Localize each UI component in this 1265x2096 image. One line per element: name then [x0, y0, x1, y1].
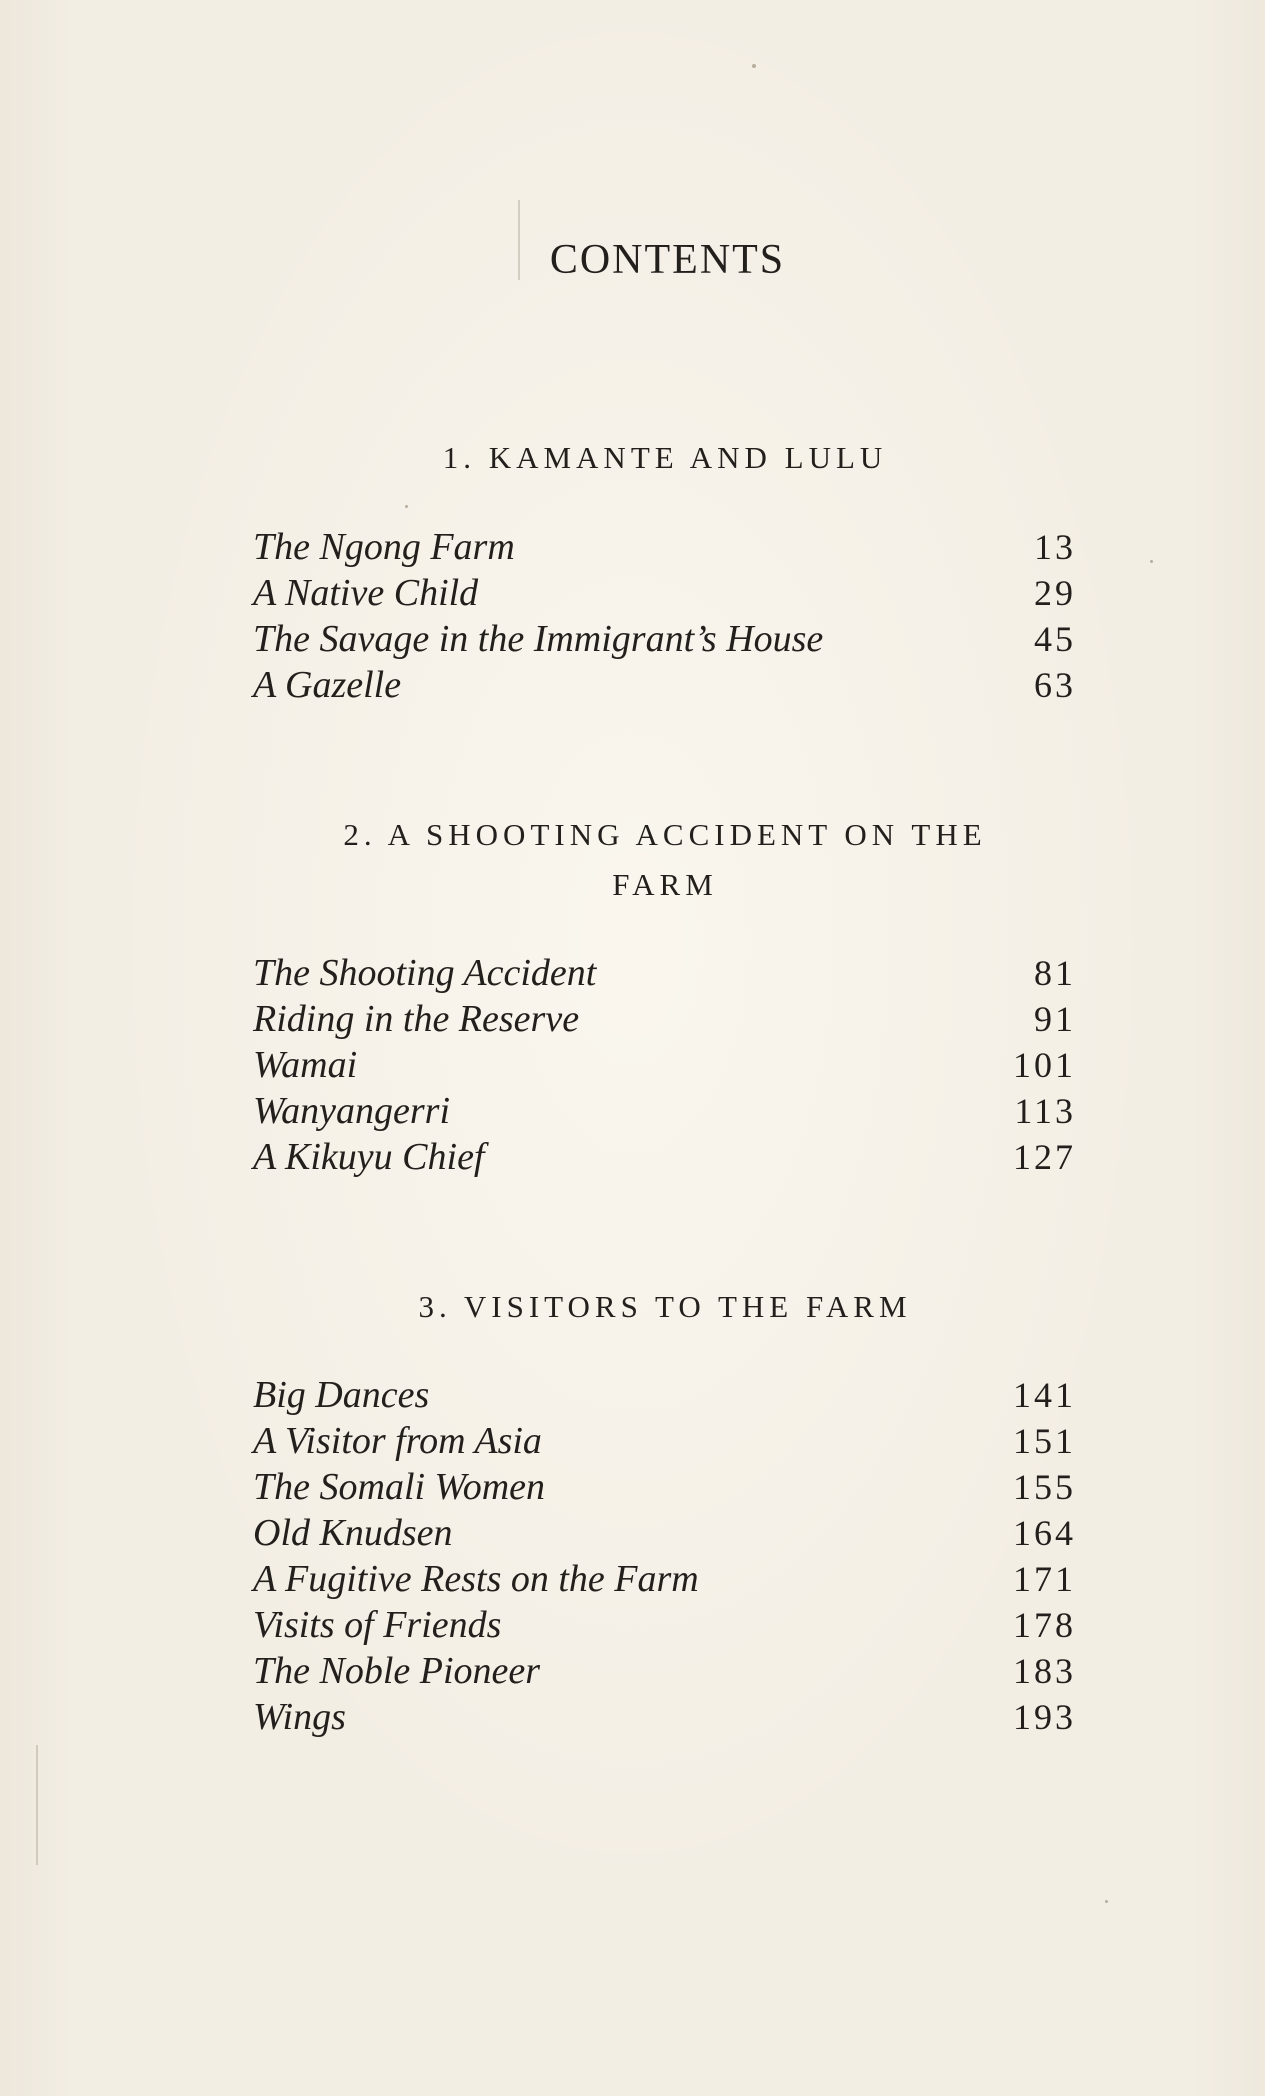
toc-entry[interactable]: [253, 1464, 1076, 1510]
entry-title: Wanyangerri: [253, 1090, 451, 1132]
part-heading: 1. KAMANTE AND LULU: [442, 440, 888, 475]
part-heading: 3. VISITORS TO THE FARM: [418, 1289, 912, 1324]
entry-title: Old Knudsen: [253, 1512, 453, 1554]
toc-entry[interactable]: [253, 1088, 1076, 1134]
toc-entry[interactable]: [253, 1042, 1076, 1088]
paper-crease: [36, 1745, 38, 1865]
toc-entry[interactable]: [253, 1134, 1076, 1180]
paper-speck: [405, 505, 408, 508]
entry-page-number: 101: [1013, 1045, 1076, 1085]
entry-title: A Visitor from Asia: [253, 1420, 542, 1462]
entry-title: Big Dances: [253, 1374, 430, 1416]
entry-title: A Fugitive Rests on the Farm: [253, 1558, 699, 1600]
paper-speck: [752, 64, 756, 68]
entry-title: Wings: [253, 1696, 346, 1738]
entry-title: The Savage in the Immigrant’s House: [253, 618, 824, 660]
toc-entry[interactable]: [253, 1510, 1076, 1556]
entry-page-number: 183: [1013, 1651, 1076, 1691]
entry-title: The Ngong Farm: [253, 526, 515, 568]
toc-entry[interactable]: [253, 616, 1076, 662]
toc-list: [253, 950, 1076, 1180]
entry-page-number: 171: [1013, 1559, 1076, 1599]
entry-page-number: 91: [1034, 999, 1076, 1039]
toc-entry[interactable]: [253, 524, 1076, 570]
entry-title: The Shooting Accident: [253, 952, 597, 994]
entry-page-number: 164: [1013, 1513, 1076, 1553]
toc-entry[interactable]: [253, 996, 1076, 1042]
entry-title: The Somali Women: [253, 1466, 546, 1508]
entry-page-number: 178: [1013, 1605, 1076, 1645]
entry-page-number: 81: [1034, 953, 1076, 993]
entry-page-number: 45: [1034, 619, 1076, 659]
entry-page-number: 141: [1013, 1375, 1076, 1415]
entry-page-number: 193: [1013, 1697, 1076, 1737]
entry-title: A Native Child: [253, 572, 479, 614]
toc-entry[interactable]: [253, 1602, 1076, 1648]
toc-entry[interactable]: [253, 1418, 1076, 1464]
part-heading-line: 2. A SHOOTING ACCIDENT ON THE: [343, 817, 987, 852]
toc-entry[interactable]: [253, 662, 1076, 708]
entry-title: A Gazelle: [253, 664, 402, 706]
page-title: CONTENTS: [549, 237, 786, 283]
toc-entry[interactable]: [253, 1648, 1076, 1694]
entry-title: A Kikuyu Chief: [253, 1136, 485, 1178]
entry-page-number: 155: [1013, 1467, 1076, 1507]
toc-entry[interactable]: [253, 1372, 1076, 1418]
toc-entry[interactable]: [253, 1556, 1076, 1602]
entry-page-number: 13: [1034, 527, 1076, 567]
toc-entry[interactable]: [253, 950, 1076, 996]
entry-title: Riding in the Reserve: [253, 998, 580, 1040]
toc-entry[interactable]: [253, 570, 1076, 616]
paper-speck: [1150, 560, 1153, 563]
entry-title: Wamai: [253, 1044, 358, 1086]
part-heading-line: FARM: [612, 867, 718, 902]
paper-speck: [1105, 1900, 1108, 1903]
entry-page-number: 113: [1014, 1091, 1076, 1131]
entry-page-number: 151: [1013, 1421, 1076, 1461]
entry-page-number: 29: [1034, 573, 1076, 613]
toc-entry[interactable]: [253, 1694, 1076, 1740]
toc-list: [253, 1372, 1076, 1740]
part-heading: [255, 810, 1075, 910]
entry-page-number: 127: [1013, 1137, 1076, 1177]
entry-page-number: 63: [1034, 665, 1076, 705]
toc-list: [253, 524, 1076, 708]
entry-title: Visits of Friends: [253, 1604, 502, 1646]
entry-title: The Noble Pioneer: [253, 1650, 541, 1692]
